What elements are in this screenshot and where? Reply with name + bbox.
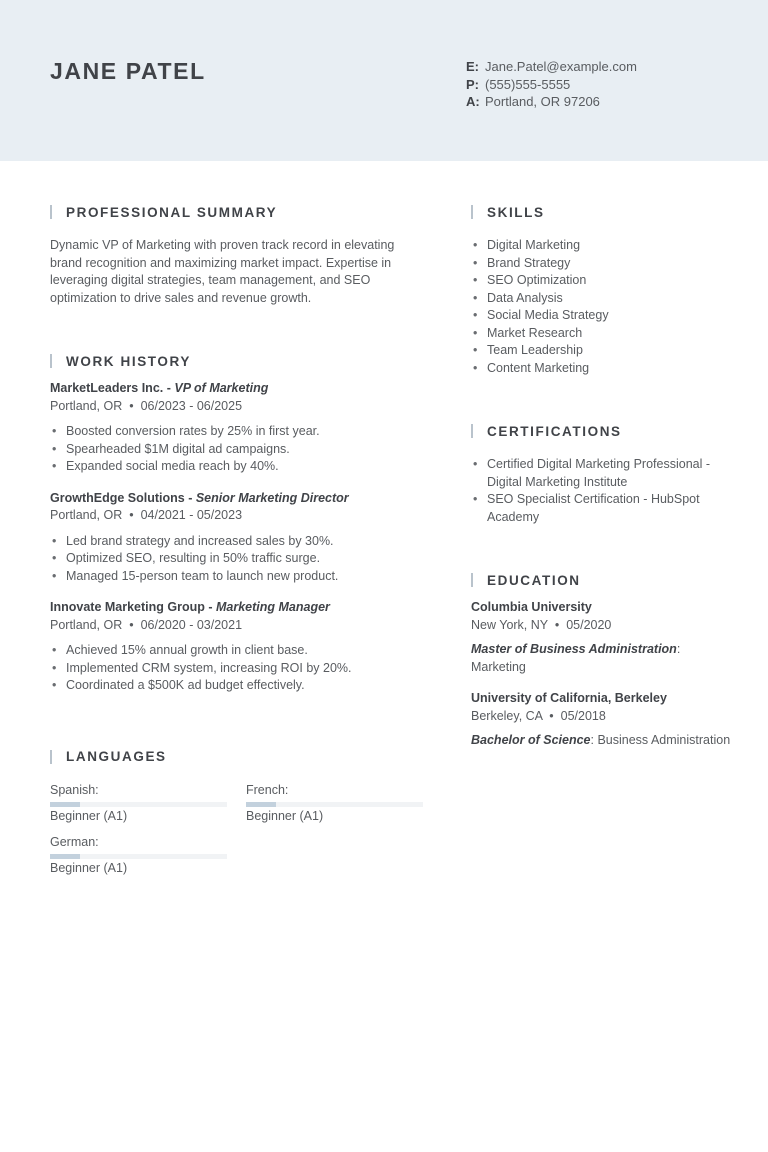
list-item: • Implemented CRM system, increasing ROI by 20%. (50, 660, 430, 678)
summary-text: Dynamic VP of Marketing with proven track record in elevating brand recognition and maximizing market impact. Expertise in leveraging digital strategies, team management, and SEO optimization to drive sales and revenue growth. (50, 238, 395, 305)
section-accent-bar (50, 205, 52, 219)
list-item: • Boosted conversion rates by 25% in first year. (50, 423, 430, 441)
job-entry (50, 380, 430, 476)
company-name: MarketLeaders Inc. (50, 381, 164, 395)
skills-list (471, 237, 731, 377)
degree-name: Master of Business Administration (471, 642, 677, 656)
work-history-section (50, 352, 430, 695)
language-item (246, 782, 423, 825)
contact-phone (466, 76, 637, 94)
language-level: Beginner (A1) (246, 808, 324, 823)
section-heading (471, 203, 731, 221)
degree-line (471, 641, 731, 676)
phone-value: (555)555-5555 (485, 76, 571, 92)
list-item: • Led brand strategy and increased sales by 30%. (50, 533, 430, 551)
dot-separator: • (125, 398, 138, 413)
contact-email (466, 58, 637, 76)
job-dates: 06/2020 - 03/2021 (140, 617, 243, 632)
school-name: University of California, Berkeley (471, 691, 667, 705)
skills-section (471, 203, 731, 377)
list-item: • Content Marketing (471, 360, 731, 378)
list-item: • SEO Optimization (471, 272, 731, 290)
school-location: New York, NY (471, 617, 548, 632)
job-heading (50, 380, 430, 398)
section-heading (471, 422, 731, 440)
list-item: • Brand Strategy (471, 255, 731, 273)
list-item: • Digital Marketing (471, 237, 731, 255)
contact-label: A: (466, 94, 480, 109)
proficiency-fill (50, 802, 80, 807)
list-item: • Expanded social media reach by 40%. (50, 458, 430, 476)
section-title-text: LANGUAGES (66, 749, 167, 764)
summary-section (50, 203, 430, 307)
graduation-date: 05/2020 (566, 617, 612, 632)
job-separator: - (163, 381, 175, 395)
degree-field: : Marketing (471, 642, 681, 674)
language-item (50, 782, 227, 825)
job-separator: - (204, 600, 216, 614)
job-separator: - (184, 490, 196, 505)
section-heading (50, 352, 430, 370)
proficiency-bar (246, 802, 423, 807)
list-item: • Data Analysis (471, 290, 731, 308)
list-item: • Optimized SEO, resulting in 50% traffic surge. (50, 550, 430, 568)
language-list (50, 782, 430, 877)
languages-section (50, 748, 430, 877)
school-name: Columbia University (471, 600, 592, 614)
header-band (0, 0, 768, 161)
degree-line (471, 732, 731, 750)
language-name: German: (50, 834, 99, 849)
list-item: • SEO Specialist Certification - HubSpot Academy (471, 491, 731, 526)
section-heading (50, 748, 430, 766)
list-item: • Social Media Strategy (471, 307, 731, 325)
job-role: VP of Marketing (174, 381, 269, 395)
language-level: Beginner (A1) (50, 860, 128, 875)
contact-label: E: (466, 59, 479, 74)
degree-name: Bachelor of Science (471, 733, 591, 747)
job-role: Marketing Manager (216, 600, 330, 614)
education-meta (471, 617, 731, 635)
candidate-name: JANE PATEL (50, 58, 206, 84)
list-item: • Coordinated a $500K ad budget effectively. (50, 677, 430, 695)
address-value: Portland, OR 97206 (485, 94, 600, 109)
section-accent-bar (471, 205, 473, 219)
email-value[interactable]: Jane.Patel@example.com (485, 59, 637, 74)
job-bullets (50, 423, 430, 476)
list-item: • Team Leadership (471, 342, 731, 360)
section-accent-bar (50, 750, 52, 764)
section-accent-bar (471, 424, 473, 438)
dot-separator: • (545, 708, 558, 723)
education-entry (471, 690, 731, 750)
company-name: GrowthEdge Solutions (50, 490, 185, 505)
school-location: Berkeley, CA (471, 708, 543, 723)
language-level: Beginner (A1) (50, 808, 128, 823)
section-accent-bar (471, 573, 473, 587)
education-entry (471, 599, 731, 676)
contact-block (466, 58, 637, 111)
section-title-text: EDUCATION (487, 572, 581, 588)
contact-address (466, 93, 637, 111)
proficiency-bar (50, 854, 227, 859)
section-accent-bar (50, 354, 52, 368)
section-title-text: WORK HISTORY (66, 353, 191, 369)
list-item: • Certified Digital Marketing Professional - Digital Marketing Institute (471, 456, 731, 491)
job-entry (50, 599, 430, 695)
job-heading (50, 490, 430, 508)
job-entry (50, 490, 430, 586)
dot-separator: • (125, 617, 138, 632)
certifications-list (471, 456, 731, 526)
job-heading (50, 599, 430, 617)
list-item: • Spearheaded $1M digital ad campaigns. (50, 441, 430, 459)
job-location: Portland, OR (50, 398, 123, 413)
section-title-text: CERTIFICATIONS (487, 423, 622, 439)
job-location: Portland, OR (50, 508, 123, 522)
right-column (471, 203, 731, 750)
job-meta (50, 507, 430, 525)
company-name: Innovate Marketing Group (50, 600, 205, 614)
dot-separator: • (125, 508, 138, 522)
left-column (50, 203, 430, 877)
job-dates: 06/2023 - 06/2025 (140, 398, 243, 413)
job-location: Portland, OR (50, 617, 123, 632)
language-item (50, 834, 227, 877)
job-dates: 04/2021 - 05/2023 (140, 508, 243, 522)
contact-label: P: (466, 76, 479, 92)
degree-field: : Business Administration (590, 733, 731, 747)
proficiency-fill (50, 854, 80, 859)
list-item: • Managed 15-person team to launch new product. (50, 568, 430, 586)
dot-separator: • (551, 617, 563, 632)
education-meta (471, 708, 731, 726)
education-section (471, 571, 731, 750)
section-title-text: PROFESSIONAL SUMMARY (66, 204, 278, 220)
section-title-text: SKILLS (487, 204, 545, 220)
job-meta (50, 617, 430, 635)
list-item: • Market Research (471, 325, 731, 343)
job-bullets (50, 642, 430, 695)
section-heading (50, 203, 430, 221)
job-role: Senior Marketing Director (195, 490, 349, 505)
job-bullets (50, 533, 430, 586)
job-meta (50, 398, 430, 416)
list-item: • Achieved 15% annual growth in client base. (50, 642, 430, 660)
section-heading (471, 571, 731, 589)
certifications-section (471, 422, 731, 526)
language-name: Spanish: (50, 782, 99, 797)
proficiency-bar (50, 802, 227, 807)
proficiency-fill (246, 802, 276, 807)
graduation-date: 05/2018 (560, 708, 606, 723)
language-name: French: (246, 782, 289, 797)
